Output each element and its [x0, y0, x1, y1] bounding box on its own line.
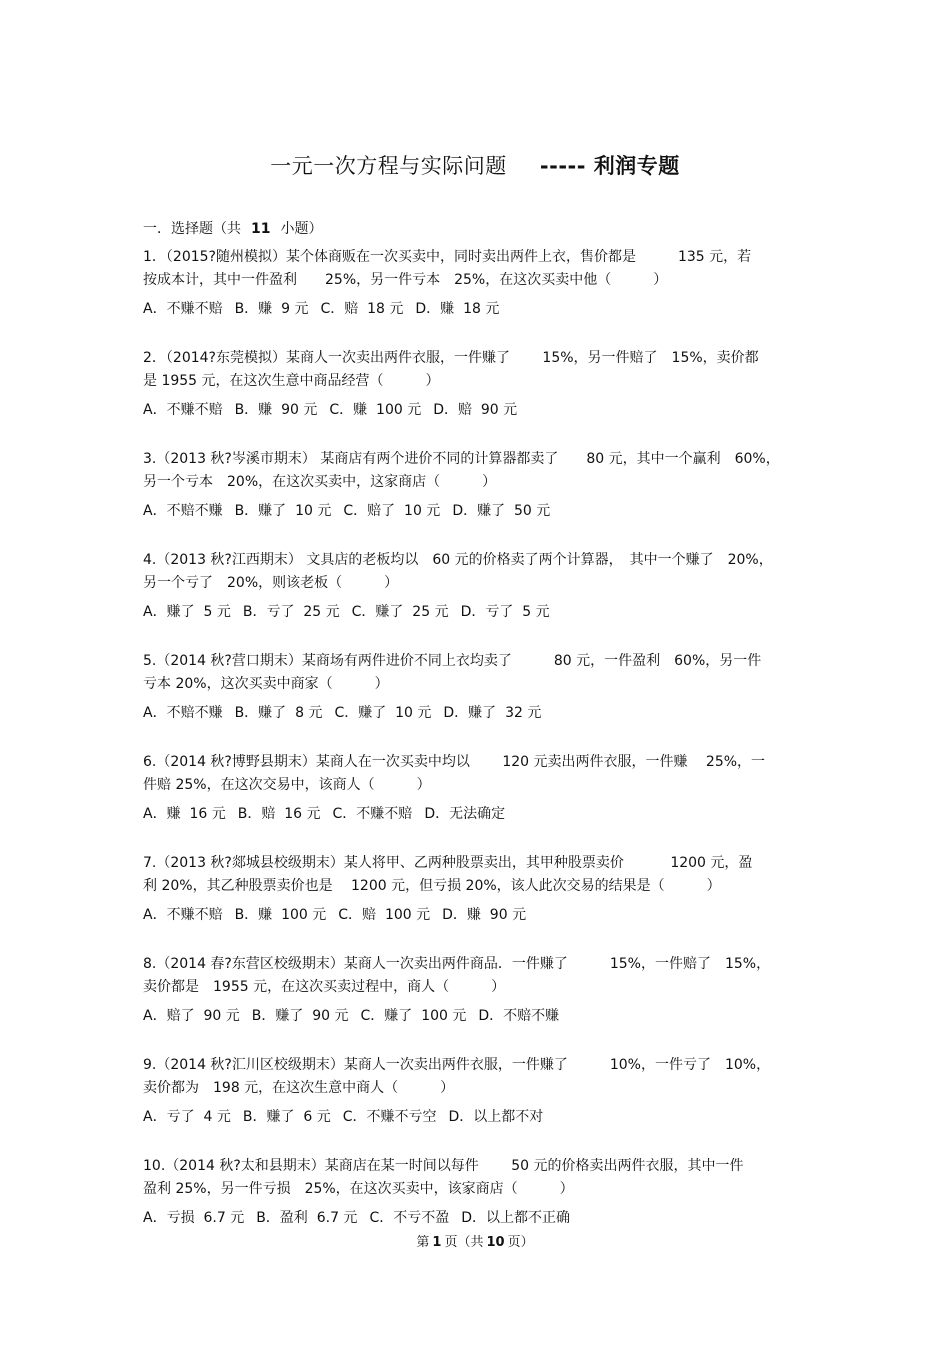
answer-option: A．赔了 90 元 — [143, 1008, 240, 1024]
title-subtitle: ----- 利润专题 — [539, 154, 680, 178]
question-9 — [143, 1054, 805, 1130]
answer-options — [143, 600, 805, 625]
section-count: 11 — [251, 221, 271, 237]
answer-option: C．赔了 10 元 — [343, 503, 441, 519]
answer-option: C．赚了 25 元 — [351, 604, 449, 620]
answer-option: A．不赚不赔 — [143, 301, 223, 317]
page-footer — [0, 1231, 950, 1250]
answer-option: C．不赚不赔 — [332, 806, 413, 822]
question-text-line: 另一个亏本 20%，在这次买卖中，这家商店（ ） — [143, 474, 497, 490]
question-text-line: 件赔 25%，在这次交易中，该商人（ ） — [143, 777, 431, 793]
answer-option: B．赚 9 元 — [234, 301, 309, 317]
question-text-line: 2．（2014?东莞模拟）某商人一次卖出两件衣服，一件赚了 15%，另一件赔了 15%，卖价都 — [143, 350, 759, 366]
answer-option: B．赚 100 元 — [234, 907, 327, 923]
answer-options — [143, 1105, 805, 1130]
answer-options — [143, 297, 805, 322]
answer-option: D．赚 90 元 — [442, 907, 527, 923]
answer-options — [143, 802, 805, 827]
question-text-line: 7.（2013 秋?郯城县校级期末）某人将甲、乙两种股票卖出，其甲种股票卖价 1200 元，盈 — [143, 855, 753, 871]
answer-option: C．赔 100 元 — [338, 907, 431, 923]
question-text-line: 6.（2014 秋?博野县期末）某商人在一次买卖中均以 120 元卖出两件衣服，一件赚 25%，一 — [143, 754, 766, 770]
question-text-line: 8.（2014 春?东营区校级期末）某商人一次卖出两件商品．一件赚了 15%，一件赔了 15%， — [143, 956, 771, 972]
answer-options — [143, 1206, 805, 1231]
answer-option: C．不亏不盈 — [369, 1210, 450, 1226]
question-text-line: 另一个亏了 20%，则该老板（ ） — [143, 575, 399, 591]
question-2 — [143, 347, 805, 423]
questions-container — [143, 246, 805, 1231]
question-7 — [143, 852, 805, 928]
question-text-line: 9.（2014 秋?汇川区校级期末）某商人一次卖出两件衣服，一件赚了 10%，一件亏了 10%， — [143, 1057, 771, 1073]
answer-option: A．亏损 6.7 元 — [143, 1210, 245, 1226]
answer-option: D．不赔不赚 — [478, 1008, 560, 1024]
answer-option: C．不赚不亏空 — [342, 1109, 437, 1125]
answer-option: D．赚 18 元 — [415, 301, 500, 317]
answer-option: D．以上都不正确 — [461, 1210, 570, 1226]
answer-options — [143, 701, 805, 726]
answer-option: B．赚了 10 元 — [234, 503, 332, 519]
title-main: 一元一次方程与实际问题 — [270, 154, 507, 178]
question-10 — [143, 1155, 805, 1231]
answer-option: C．赔 18 元 — [320, 301, 404, 317]
footer-middle: 页（共 — [444, 1235, 484, 1250]
answer-option: A．赚了 5 元 — [143, 604, 231, 620]
footer-suffix: 页） — [507, 1235, 534, 1250]
question-text-line: 按成本计，其中一件盈利 25%，另一件亏本 25%，在这次买卖中他（ ） — [143, 272, 668, 288]
answer-option: A．不赚不赔 — [143, 907, 223, 923]
answer-option: B．亏了 25 元 — [242, 604, 340, 620]
answer-option: D．无法确定 — [424, 806, 506, 822]
answer-option: D．赔 90 元 — [433, 402, 518, 418]
question-list — [143, 218, 805, 1256]
answer-option: D．赚了 50 元 — [452, 503, 551, 519]
section-prefix: 一．选择题（共 — [143, 221, 241, 237]
answer-option: A．不赔不赚 — [143, 503, 223, 519]
question-text-line: 1．（2015?随州模拟）某个体商贩在一次买卖中，同时卖出两件上衣，售价都是 135 元，若 — [143, 249, 752, 265]
answer-option: B．赚了 6 元 — [242, 1109, 331, 1125]
question-text-line: 4.（2013 秋?江西期末） 文具店的老板均以 60 元的价格卖了两个计算器， 其中一个赚了 20%， — [143, 552, 773, 568]
answer-option: B．赚了 8 元 — [234, 705, 323, 721]
question-text-line: 卖价都是 1955 元，在这次买卖过程中，商人（ ） — [143, 979, 506, 995]
answer-option: D．赚了 32 元 — [443, 705, 542, 721]
question-8 — [143, 953, 805, 1029]
section-heading — [143, 218, 805, 240]
footer-prefix: 第 — [416, 1235, 430, 1250]
document-title — [0, 150, 950, 180]
answer-option: A．不赔不赚 — [143, 705, 223, 721]
answer-option: C．赚了 10 元 — [334, 705, 432, 721]
answer-option: D．以上都不对 — [448, 1109, 544, 1125]
answer-option: B．赚 90 元 — [234, 402, 318, 418]
answer-options — [143, 398, 805, 423]
answer-option: B．赚了 90 元 — [251, 1008, 349, 1024]
answer-options — [143, 1004, 805, 1029]
question-5 — [143, 650, 805, 726]
question-6 — [143, 751, 805, 827]
question-4 — [143, 549, 805, 625]
question-3 — [143, 448, 805, 524]
answer-option: D．亏了 5 元 — [460, 604, 550, 620]
answer-option: C．赚 100 元 — [329, 402, 422, 418]
answer-option: C．赚了 100 元 — [360, 1008, 467, 1024]
answer-options — [143, 499, 805, 524]
answer-option: A．亏了 4 元 — [143, 1109, 231, 1125]
answer-option: B．盈利 6.7 元 — [256, 1210, 358, 1226]
question-text-line: 利 20%，其乙种股票卖价也是 1200 元，但亏损 20%，该人此次交易的结果是（ ） — [143, 878, 721, 894]
question-text-line: 5.（2014 秋?营口期末）某商场有两件进价不同上衣均卖了 80 元，一件盈利 60%，另一件 — [143, 653, 762, 669]
answer-option: A．不赚不赔 — [143, 402, 223, 418]
question-text-line: 是 1955 元，在这次生意中商品经营（ ） — [143, 373, 440, 389]
answer-option: A．赚 16 元 — [143, 806, 226, 822]
footer-total-pages: 10 — [486, 1235, 505, 1250]
answer-option: B．赔 16 元 — [237, 806, 321, 822]
footer-page-number: 1 — [432, 1235, 442, 1250]
section-suffix: 小题） — [280, 221, 323, 237]
question-text-line: 亏本 20%，这次买卖中商家（ ） — [143, 676, 389, 692]
answer-options — [143, 903, 805, 928]
question-text-line: 10.（2014 秋?太和县期末）某商店在某一时间以每件 50 元的价格卖出两件衣服，其中一件 — [143, 1158, 744, 1174]
question-text-line: 3.（2013 秋?岑溪市期末） 某商店有两个进价不同的计算器都卖了 80 元，其中一个赢利 60%， — [143, 451, 780, 467]
question-text-line: 卖价都为 198 元，在这次生意中商人（ ） — [143, 1080, 455, 1096]
question-text-line: 盈利 25%，另一件亏损 25%，在这次买卖中，该家商店（ ） — [143, 1181, 574, 1197]
question-1 — [143, 246, 805, 322]
